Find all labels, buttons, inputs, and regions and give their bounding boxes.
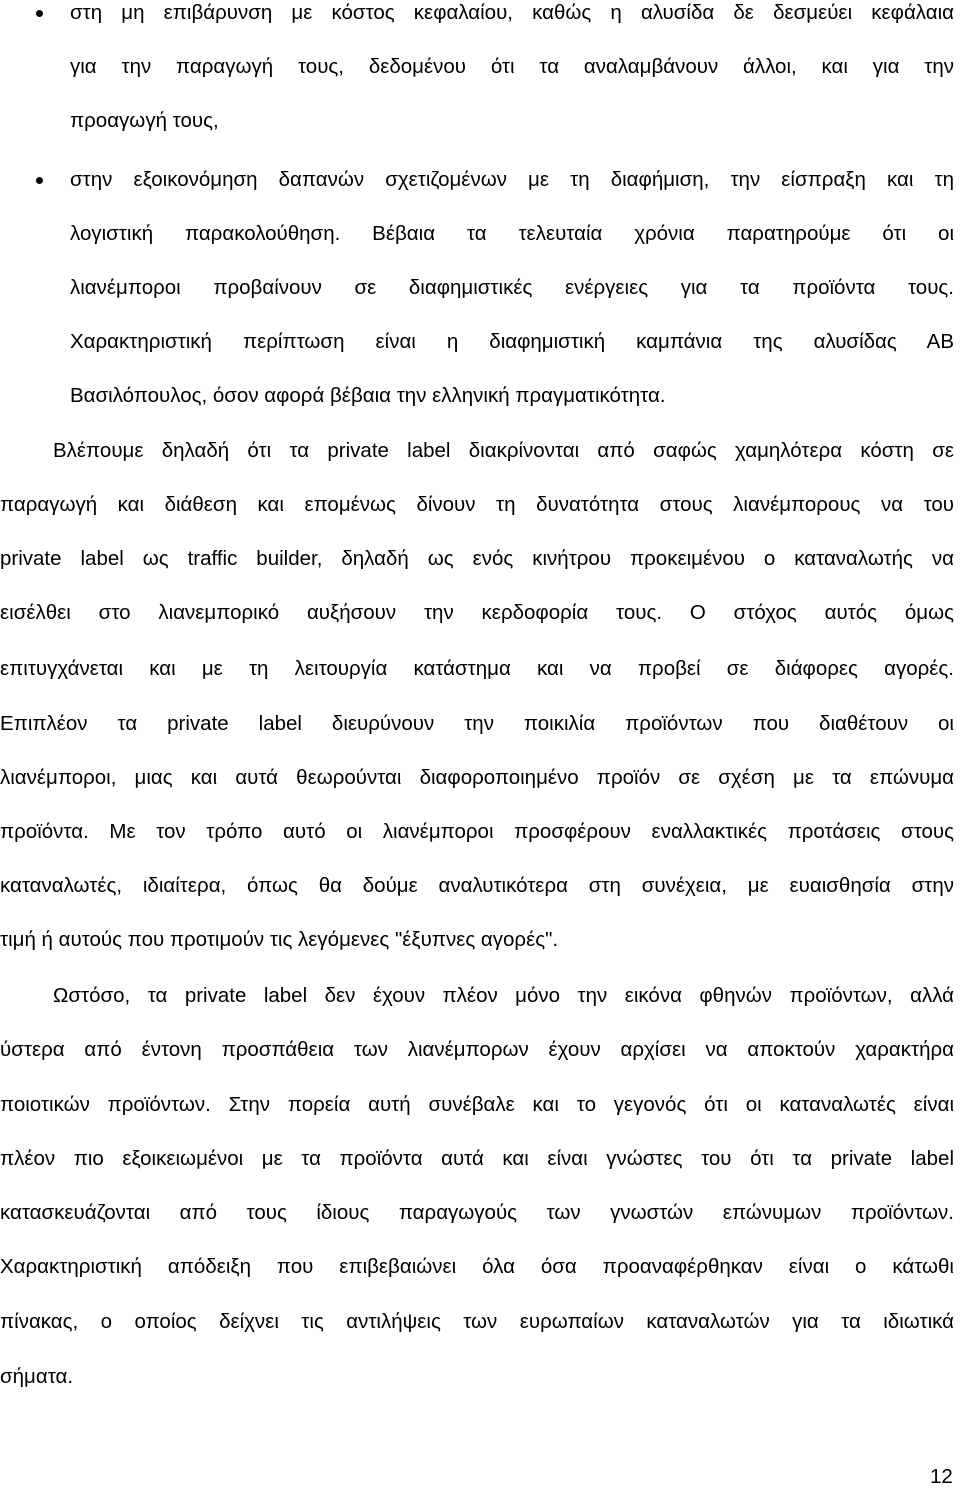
paragraph-1-line-6: Επιπλέον τα private label διευρύνουν την ποικιλία προϊόντων που διαθέτουν οι [0, 712, 954, 735]
paragraph-1-line-4: εισέλθει στο λιανεμπορικό αυξήσουν την κερδοφορία τους. Ο στόχος αυτός όμως [0, 601, 954, 624]
bullet-2-line-2: λογιστική παρακολούθηση. Βέβαια τα τελευταία χρόνια παρατηρούμε ότι οι [70, 222, 954, 245]
bullet-icon [36, 177, 43, 184]
paragraph-2-line-7: πίνακας, ο οποίος δείχνει τις αντιλήψεις των ευρωπαίων καταναλωτών για τα ιδιωτικά [0, 1310, 954, 1333]
bullet-1-line-3: προαγωγή τους, [70, 109, 219, 132]
paragraph-2-line-4: πλέον πιο εξοικειωμένοι με τα προϊόντα αυτά και είναι γνώστες του ότι τα private label [0, 1147, 954, 1170]
page-number: 12 [930, 1465, 953, 1488]
paragraph-1-line-3: private label ως traffic builder, δηλαδή ως ενός κινήτρου προκειμένου ο καταναλωτής να [0, 547, 954, 570]
paragraph-1-line-2: παραγωγή και διάθεση και επομένως δίνουν τη δυνατότητα στους λιανέμπορους να του [0, 493, 954, 516]
paragraph-2-line-6: Χαρακτηριστική απόδειξη που επιβεβαιώνει όλα όσα προαναφέρθηκαν είναι ο κάτωθι [0, 1255, 954, 1278]
bullet-2-line-3: λιανέμποροι προβαίνουν σε διαφημιστικές ενέργειες για τα προϊόντα τους. [70, 276, 954, 299]
paragraph-1-line-7: λιανέμποροι, μιας και αυτά θεωρούνται διαφοροποιημένο προϊόν σε σχέση με τα επώνυμα [0, 766, 954, 789]
paragraph-2-line-8: σήματα. [0, 1365, 74, 1388]
paragraph-1-line-9: καταναλωτές, ιδιαίτερα, όπως θα δούμε αναλυτικότερα στη συνέχεια, με ευαισθησία στην [0, 874, 954, 897]
paragraph-2-line-5: κατασκευάζονται από τους ίδιους παραγωγούς των γνωστών επώνυμων προϊόντων. [0, 1201, 954, 1224]
bullet-2-line-5: Βασιλόπουλος, όσον αφορά βέβαια την ελληνική πραγματικότητα. [70, 384, 666, 407]
paragraph-2-line-3: ποιοτικών προϊόντων. Στην πορεία αυτή συνέβαλε και το γεγονός ότι οι καταναλωτές είναι [0, 1093, 954, 1116]
paragraph-1-line-5: επιτυγχάνεται και με τη λειτουργία κατάστημα και να προβεί σε διάφορες αγορές. [0, 657, 954, 680]
bullet-1-line-2: για την παραγωγή τους, δεδομένου ότι τα αναλαμβάνουν άλλοι, και για την [70, 55, 954, 78]
bullet-2-line-4: Χαρακτηριστική περίπτωση είναι η διαφημιστική καμπάνια της αλυσίδας ΑΒ [70, 330, 954, 353]
bullet-icon [36, 10, 43, 17]
paragraph-2-line-2: ύστερα από έντονη προσπάθεια των λιανέμπορων έχουν αρχίσει να αποκτούν χαρακτήρα [0, 1038, 954, 1061]
paragraph-2-line-1: Ωστόσο, τα private label δεν έχουν πλέον μόνο την εικόνα φθηνών προϊόντων, αλλά [53, 984, 954, 1007]
paragraph-1-line-10: τιμή ή αυτούς που προτιμούν τις λεγόμενες "έξυπνες αγορές". [0, 928, 559, 951]
paragraph-1-line-1: Βλέπουμε δηλαδή ότι τα private label διακρίνονται από σαφώς χαμηλότερα κόστη σε [53, 439, 954, 462]
bullet-1-line-1: στη μη επιβάρυνση με κόστος κεφαλαίου, καθώς η αλυσίδα δε δεσμεύει κεφάλαια [70, 1, 954, 24]
bullet-2-line-1: στην εξοικονόμηση δαπανών σχετιζομένων με τη διαφήμιση, την είσπραξη και τη [70, 168, 954, 191]
paragraph-1-line-8: προϊόντα. Με τον τρόπο αυτό οι λιανέμποροι προσφέρουν εναλλακτικές προτάσεις στους [0, 820, 954, 843]
